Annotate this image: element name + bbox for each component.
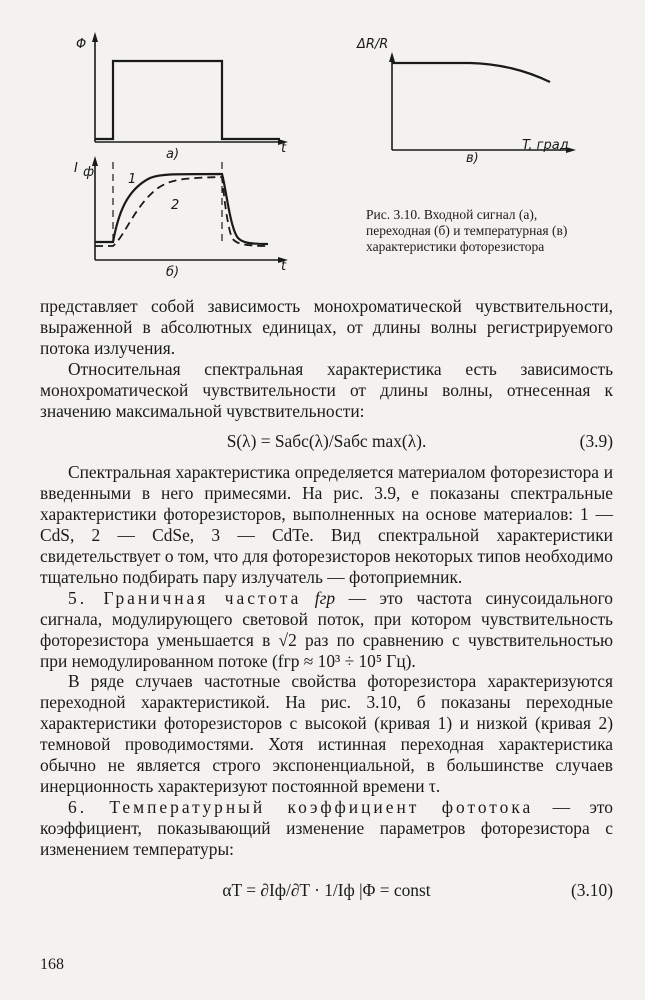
figure-3-10 (0, 0, 645, 290)
paragraph-4 (40, 588, 613, 672)
temperature-curve (392, 63, 550, 82)
panel-b-y-sub: ф (83, 165, 95, 180)
figure-caption: Рис. 3.10. Входной сигнал (а), переходная (б) и температурная (в) характеристики фоторезистора (366, 207, 568, 254)
formula-3-9-number: (3.9) (579, 431, 613, 452)
paragraph-2: Относительная спектральная характеристика есть зависимость монохроматической чувствительности от длины волны, отнесенная к значению максимальной чувствительности: (40, 358, 613, 421)
formula-3-10 (40, 868, 613, 914)
panel-a-x-label: t (281, 141, 287, 156)
paragraph-3: Спектральная характеристика определяется материалом фоторезистора и введенными в него примесями. На рис. 3.9, е показаны спектральные характеристики фоторезисторов, выполненных на основе материалов: 1 — CdS, 2 — CdSe, 3 — CdTe. Вид спектральной характеристики свидетельствует о том, что для фоторезисторов некоторых типов необходимо тщательно подбирать пару излучатель — фотоприемник. (40, 462, 613, 587)
paragraph-1: представляет собой зависимость монохроматической чувствительности, выраженной в абсолютных единицах, от длины волны регистрируемого потока излучения. (40, 296, 613, 358)
panel-b-x-label: t (281, 259, 287, 274)
paragraph-6 (40, 797, 613, 860)
formula-3-9-body: S(λ) = Sабс(λ)/Sабс max(λ). (226, 431, 427, 452)
panel-c-tag: в) (466, 151, 479, 166)
formula-3-9 (40, 431, 613, 452)
panel-b-y-label: I (74, 161, 78, 176)
panel-b (92, 156, 288, 263)
curve-1-label: 1 (128, 172, 137, 187)
paragraph-4-heading: 5. Граничная частота (68, 587, 302, 608)
panel-c-y-label: ΔR/R (357, 37, 389, 52)
panel-c-x-label: T, град (522, 138, 569, 153)
panel-a (92, 32, 288, 145)
formula-3-10-body: αT = ∂Iф/∂T · 1/Iф |Φ = const (222, 880, 431, 901)
panel-b-tag: б) (166, 265, 180, 280)
paragraph-5: В ряде случаев частотные свойства фоторезистора характеризуются переходной характеристикой. На рис. 3.10, б показаны переходные характеристики фоторезисторов с высокой (кривая 1) и низкой (кривая 2) темновой проводимостями. Хотя истинная переходная характеристика обычно не является строго экспоненциальной, в большинстве случаев инерционность характеризуют постоянной времени τ. (40, 671, 613, 796)
curve-1 (95, 174, 268, 244)
panel-a-tag: а) (166, 147, 180, 162)
curve-2-label: 2 (171, 198, 180, 213)
body-text (40, 296, 613, 924)
formula-3-10-number: (3.10) (570, 880, 613, 901)
paragraph-6-heading: 6. Температурный коэффициент фототока (68, 796, 534, 817)
paragraph-4-symbol: fгр (314, 587, 336, 608)
paragraph-6-body: — это коэффициент, показывающий изменение параметров фоторезистора с изменением температуры: (40, 796, 613, 859)
panel-a-y-label: Φ (76, 37, 87, 52)
paragraph-4-body: — это частота синусоидального сигнала, модулирующего световой поток, при котором чувствительность фоторезистора уменьшается в √2 раз по сравнению с чувствительностью при немодулированном потоке (fгр ≈ 10³ ÷ 10⁵ Гц). (40, 587, 613, 671)
page-number: 168 (40, 956, 64, 973)
